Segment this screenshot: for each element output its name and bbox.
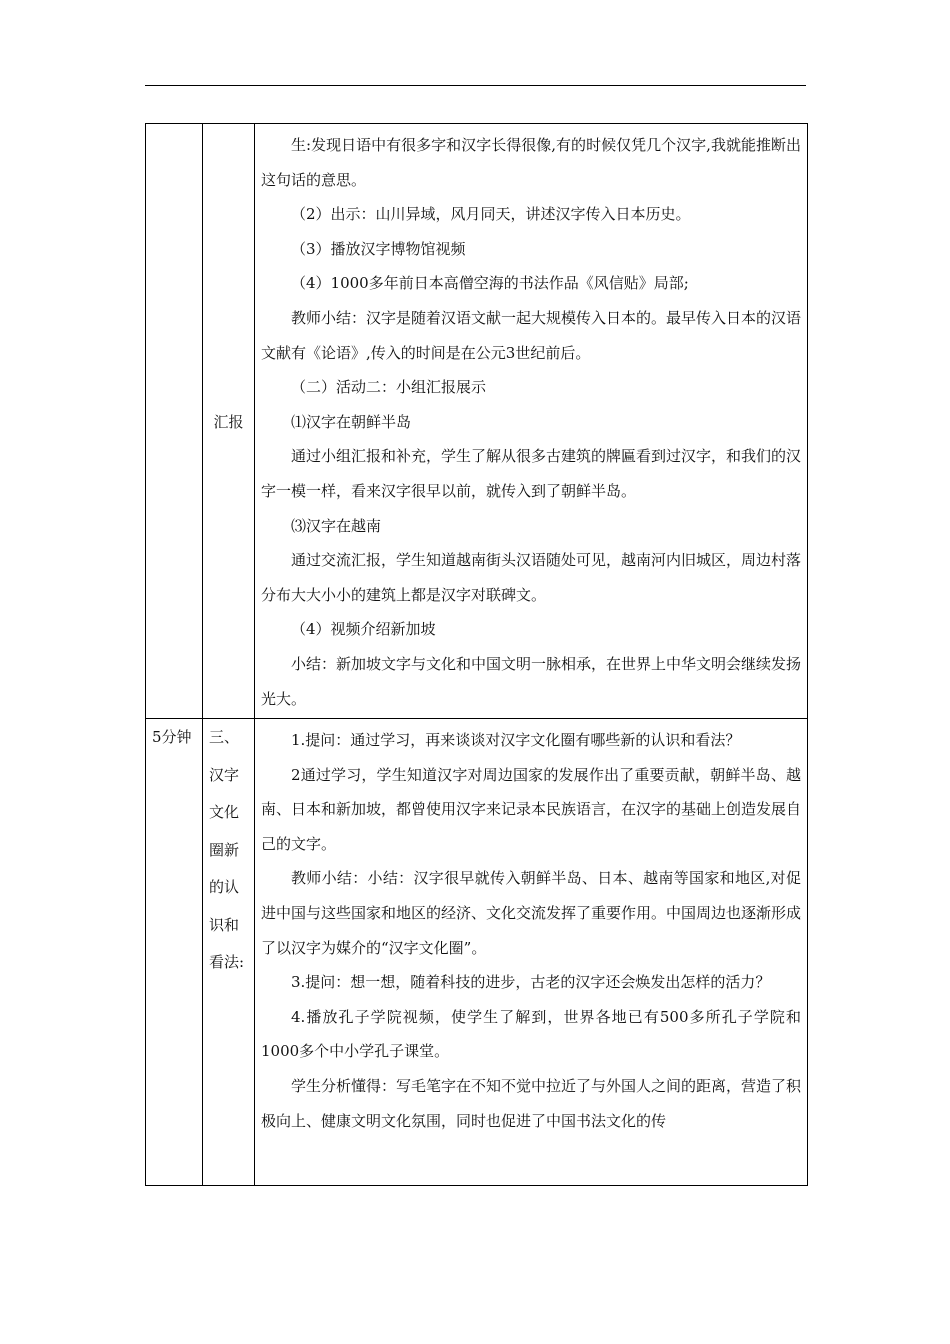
subheading: ⑶汉字在越南 (291, 516, 382, 535)
time-cell (146, 719, 203, 1186)
paragraph: （4）1000多年前日本高僧空海的书法作品《风信贴》局部; (291, 274, 689, 293)
stage-label: 三、汉字文化圈新的认识和看法: (209, 728, 245, 972)
paragraph: 学生分析懂得：写毛笔字在不知不觉中拉近了与外国人之间的距离，营造了积极向上、健康文明文化氛围，同时也促进了中国书法文化的传 (261, 1077, 802, 1130)
paragraph: 4.播放孔子学院视频，使学生了解到，世界各地已有500多所孔子学院和1000多个中小学孔子课堂。 (261, 1007, 801, 1061)
table-row (146, 719, 808, 1186)
content-cell (255, 719, 808, 1186)
paragraph: 教师小结：小结：汉字很早就传入朝鲜半岛、日本、越南等国家和地区,对促进中国与这些国家和地区的经济、文化交流发挥了重要作用。中国周边也逐渐形成了以汉字为媒介的“汉字文化圈”。 (261, 869, 802, 957)
paragraph: 教师小结：汉字是随着汉语文献一起大规模传入日本的。最早传入日本的汉语文献有《论语》,传入的时间是在公元3世纪前后。 (261, 308, 802, 362)
paragraph: 1.提问：通过学习，再来谈谈对汉字文化圈有哪些新的认识和看法？ (291, 731, 741, 750)
section-heading: （二）活动二：小组汇报展示 (291, 378, 487, 397)
paragraph: （3）播放汉字博物馆视频 (291, 239, 466, 258)
content-cell (255, 124, 808, 719)
paragraph: （2）出示：山川异域，风月同天，讲述汉字传入日本历史。 (291, 205, 691, 224)
stage-cell (203, 124, 255, 719)
paragraph: 2通过学习，学生知道汉字对周边国家的发展作出了重要贡献，朝鲜半岛、越南、日本和新加坡，都曾使用汉字来记录本民族语言，在汉字的基础上创造发展自己的文字。 (261, 765, 802, 853)
subheading: ⑴汉字在朝鲜半岛 (291, 412, 412, 431)
header-rule (145, 85, 806, 86)
paragraph: 通过小组汇报和补充，学生了解从很多古建筑的牌匾看到过汉字，和我们的汉字一模一样，看来汉字很早以前，就传入到了朝鲜半岛。 (261, 447, 802, 500)
paragraph: 小结：新加坡文字与文化和中国文明一脉相承，在世界上中华文明会继续发扬光大。 (261, 654, 802, 708)
stage-label: 汇报 (213, 412, 244, 431)
paragraph: 生:发现日语中有很多字和汉字长得很像,有的时候仅凭几个汉字,我就能推断出这句话的意思。 (261, 136, 801, 189)
time-cell (146, 124, 203, 719)
table-row (146, 124, 808, 719)
stage-cell (203, 719, 255, 1186)
time-label: 5分钟 (152, 728, 192, 747)
paragraph: 通过交流汇报，学生知道越南街头汉语随处可见，越南河内旧城区，周边村落分布大大小小的建筑上都是汉字对联碑文。 (261, 551, 802, 604)
subheading: （4）视频介绍新加坡 (291, 620, 436, 639)
lesson-plan-table (145, 123, 808, 1186)
paragraph: 3.提问：想一想，随着科技的进步，古老的汉字还会焕发出怎样的活力？ (291, 973, 771, 992)
